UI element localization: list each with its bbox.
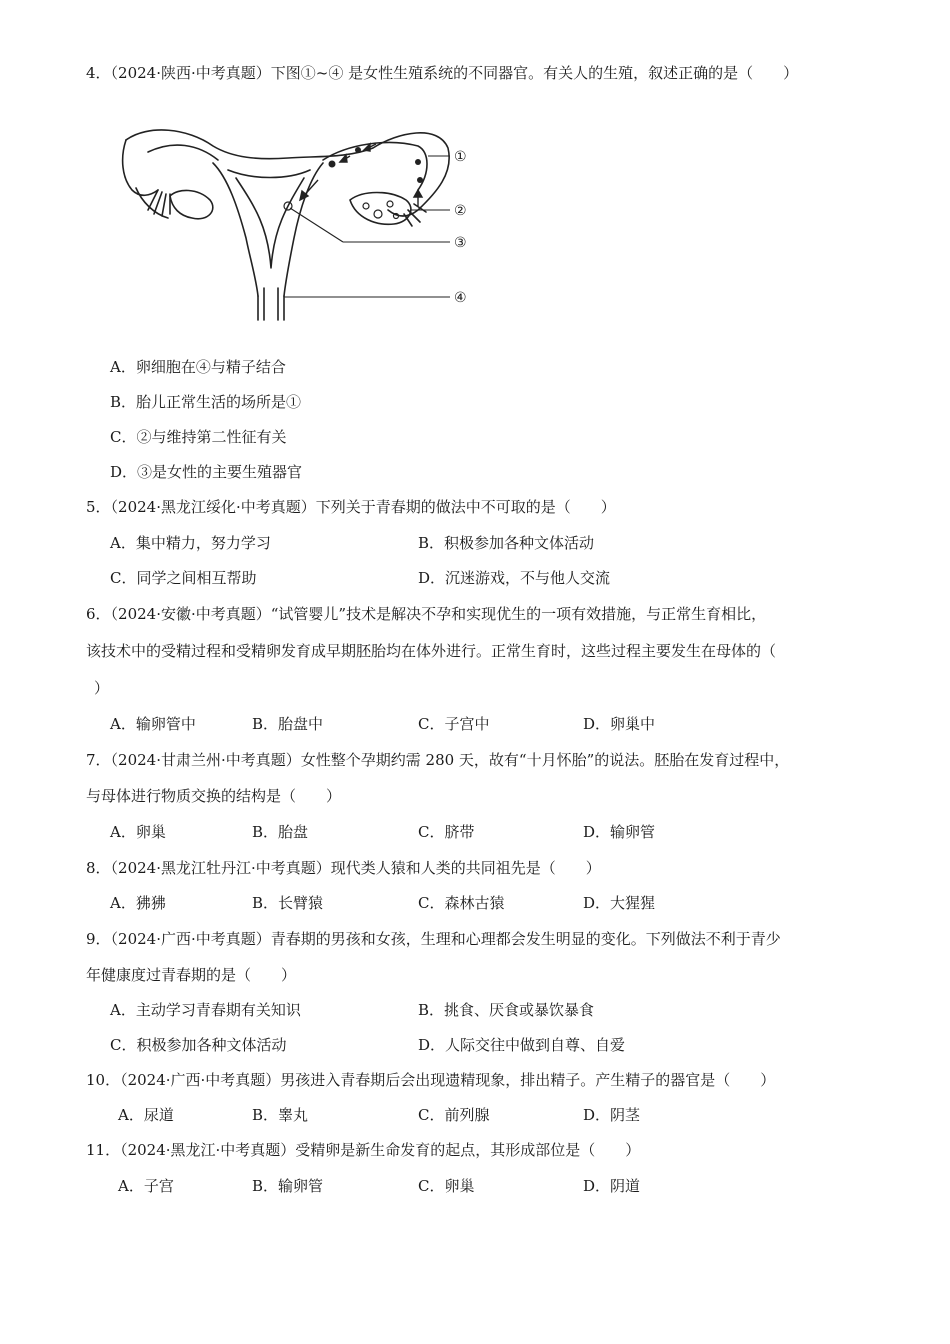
question-9-stem-line-2: 年健康度过青春期的是（ ） <box>86 966 297 984</box>
figure-label-3: ③ <box>454 235 467 251</box>
question-11-option-a[interactable]: A．子宫 <box>118 1177 174 1195</box>
question-11-option-d[interactable]: D．阴道 <box>583 1177 641 1195</box>
figure-label-1: ① <box>454 149 467 165</box>
figure-label-4: ④ <box>454 290 467 306</box>
question-7-option-a[interactable]: A．卵巢 <box>110 823 166 841</box>
question-10-stem: 10．（2024·广西·中考真题）男孩进入青春期后会出现遗精现象，排出精子。产生精子的器官是（ ） <box>86 1071 776 1089</box>
question-9-stem-line-1: 9．（2024·广西·中考真题）青春期的男孩和女孩，生理和心理都会发生明显的变化。下列做法不利于青少 <box>86 930 781 948</box>
question-6-option-c[interactable]: C．子宫中 <box>418 715 490 733</box>
question-5-option-c[interactable]: C．同学之间相互帮助 <box>110 569 257 587</box>
question-4-option-b[interactable]: B．胎儿正常生活的场所是① <box>110 393 302 411</box>
question-8-option-c[interactable]: C．森林古猿 <box>418 894 505 912</box>
question-6-stem-line-3: ） <box>94 679 110 697</box>
question-4-stem: 4．（2024·陕西·中考真题）下图①~④ 是女性生殖系统的不同器官。有关人的生殖，叙述正确的是（ ） <box>86 64 799 82</box>
question-6-stem-line-1: 6．（2024·安徽·中考真题）“试管婴儿”技术是解决不孕和实现优生的一项有效措施，与正常生育相比， <box>86 605 767 623</box>
question-11-stem: 11．（2024·黑龙江·中考真题）受精卵是新生命发育的起点，其形成部位是（ ） <box>86 1141 641 1159</box>
question-7-stem-line-1: 7．（2024·甘肃兰州·中考真题）女性整个孕期约需 280 天，故有“十月怀胎”的说法。胚胎在发育过程中， <box>86 751 790 769</box>
question-5-option-d[interactable]: D．沉迷游戏，不与他人交流 <box>418 569 611 587</box>
question-10-option-a[interactable]: A．尿道 <box>118 1106 174 1124</box>
question-7-option-c[interactable]: C．脐带 <box>418 823 475 841</box>
question-10-option-b[interactable]: B．睾丸 <box>252 1106 309 1124</box>
question-8-option-a[interactable]: A．狒狒 <box>110 894 166 912</box>
question-10-option-c[interactable]: C．前列腺 <box>418 1106 490 1124</box>
question-9-option-a[interactable]: A．主动学习青春期有关知识 <box>110 1001 301 1019</box>
question-5-stem: 5．（2024·黑龙江绥化·中考真题）下列关于青春期的做法中不可取的是（ ） <box>86 498 616 516</box>
question-6-option-b[interactable]: B．胎盘中 <box>252 715 324 733</box>
question-4-option-c[interactable]: C．②与维持第二性征有关 <box>110 428 287 446</box>
question-8-stem: 8．（2024·黑龙江牡丹江·中考真题）现代类人猿和人类的共同祖先是（ ） <box>86 859 601 877</box>
question-6-stem-line-2: 该技术中的受精过程和受精卵发育成早期胚胎均在体外进行。正常生育时，这些过程主要发生在母体的（ <box>86 642 777 660</box>
question-4-option-d[interactable]: D．③是女性的主要生殖器官 <box>110 463 303 481</box>
question-7-option-d[interactable]: D．输卵管 <box>583 823 656 841</box>
question-5-option-a[interactable]: A．集中精力，努力学习 <box>110 534 271 552</box>
question-8-option-d[interactable]: D．大猩猩 <box>583 894 656 912</box>
question-7-option-b[interactable]: B．胎盘 <box>252 823 309 841</box>
question-10-option-d[interactable]: D．阴茎 <box>583 1106 641 1124</box>
question-6-option-a[interactable]: A．输卵管中 <box>110 715 196 733</box>
question-9-option-b[interactable]: B．挑食、厌食或暴饮暴食 <box>418 1001 595 1019</box>
question-11-option-c[interactable]: C．卵巢 <box>418 1177 475 1195</box>
female-reproductive-system-diagram <box>118 118 478 323</box>
question-11-option-b[interactable]: B．输卵管 <box>252 1177 324 1195</box>
question-5-option-b[interactable]: B．积极参加各种文体活动 <box>418 534 595 552</box>
question-9-option-d[interactable]: D．人际交往中做到自尊、自爱 <box>418 1036 626 1054</box>
question-4-option-a[interactable]: A．卵细胞在④与精子结合 <box>110 358 286 376</box>
question-7-stem-line-2: 与母体进行物质交换的结构是（ ） <box>86 787 342 805</box>
question-6-option-d[interactable]: D．卵巢中 <box>583 715 656 733</box>
question-9-option-c[interactable]: C．积极参加各种文体活动 <box>110 1036 287 1054</box>
question-8-option-b[interactable]: B．长臂猿 <box>252 894 324 912</box>
figure-label-2: ② <box>454 203 467 219</box>
